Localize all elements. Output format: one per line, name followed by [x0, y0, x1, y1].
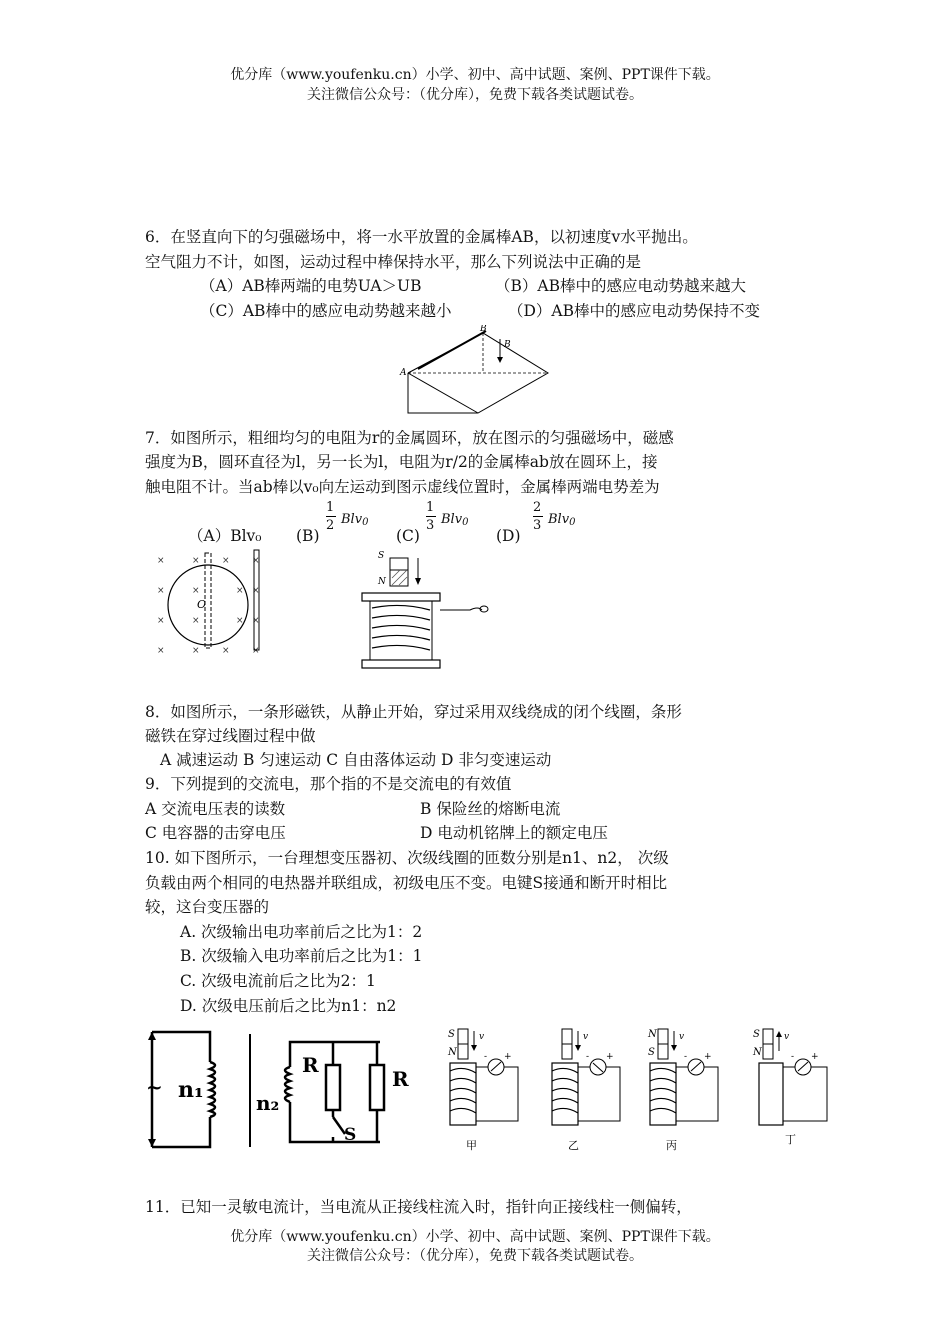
- svg-text:×: ×: [192, 616, 200, 626]
- q9-option-d: D 电动机铭牌上的额定电压: [420, 824, 608, 842]
- q7-frac-b: 1 2: [326, 500, 335, 533]
- panel-ding-label: 丁: [785, 1133, 796, 1146]
- q10-option-d: D. 次级电压前后之比为n1：n2: [180, 997, 397, 1015]
- q10-switch-label: S: [344, 1125, 357, 1145]
- q7-stem-line-1: 7．如图所示，粗细均匀的电阻为r的金属圆环，放在图示的匀强磁场中，磁感: [145, 429, 674, 447]
- panel-ding-top: S: [753, 1029, 760, 1040]
- panel-ding: [745, 1025, 840, 1155]
- svg-text:×: ×: [222, 646, 230, 656]
- q10-r1-label: R: [302, 1053, 319, 1077]
- header-line-2: 关注微信公众号：（优分库），免费下载各类试题试卷。: [307, 87, 643, 103]
- q8-coil-figure: [350, 548, 495, 673]
- panel-jia-top: S: [448, 1029, 455, 1040]
- svg-text:×: ×: [252, 586, 260, 596]
- svg-text:×: ×: [157, 616, 165, 626]
- panel-bing-arrow: v: [679, 1032, 685, 1042]
- panel-ding-bottom: N: [753, 1047, 762, 1058]
- panel-bing-plus: +: [704, 1052, 712, 1062]
- q6-option-b: （B）AB棒中的感应电动势越来越大: [495, 277, 746, 295]
- footer-line-2: 关注微信公众号：（优分库），免费下载各类试题试卷。: [307, 1248, 643, 1264]
- panel-bing-label: 丙: [666, 1139, 677, 1152]
- panel-jia-label: 甲: [466, 1139, 477, 1152]
- q7-option-d: (D): [496, 527, 521, 545]
- q6-label-a: A: [400, 368, 407, 378]
- svg-text:×: ×: [192, 586, 200, 596]
- q6-stem-line-1: 6．在竖直向下的匀强磁场中，将一水平放置的金属棒AB，以初速度v水平抛出。: [145, 228, 698, 246]
- q10-stem-line-1: 10. 如下图所示，一台理想变压器初、次级线圈的匝数分别是n1、n2， 次级: [145, 849, 669, 867]
- q11-stem-line-1: 11．已知一灵敏电流计，当电流从正接线柱流入时，指针向正接线柱一侧偏转，: [145, 1198, 692, 1216]
- panel-jia-arrow: v: [479, 1032, 485, 1042]
- svg-text:×: ×: [252, 646, 260, 656]
- svg-text:×: ×: [236, 616, 244, 626]
- svg-text:×: ×: [157, 556, 165, 566]
- footer-line-1: 优分库（www.youfenku.cn）小学、初中、高中试题、案例、PPT课件下载。: [230, 1229, 720, 1245]
- q10-r2-label: R: [392, 1067, 409, 1091]
- svg-text:×: ×: [222, 556, 230, 566]
- q7-option-c: (C): [396, 527, 420, 545]
- q10-option-c: C. 次级电流前后之比为2：1: [180, 972, 376, 990]
- q10-transformer-figure: [140, 1022, 420, 1152]
- q8-magnet-s: S: [378, 551, 385, 561]
- q9-option-a: A 交流电压表的读数: [145, 800, 286, 818]
- q7-frac-c: 1 3: [426, 500, 435, 533]
- panel-ding-plus: +: [811, 1052, 819, 1062]
- q9-option-b: B 保险丝的熔断电流: [420, 800, 561, 818]
- q10-n1-label: n₁: [178, 1077, 204, 1103]
- q7-ring-figure: [150, 548, 275, 660]
- panel-bing: [640, 1025, 730, 1155]
- header-line-1: 优分库（www.youfenku.cn）小学、初中、高中试题、案例、PPT课件下载。: [230, 67, 720, 83]
- panel-yi: [540, 1025, 630, 1155]
- q6-figure: [398, 325, 553, 417]
- q7-option-a: （A）Blv₀: [188, 527, 262, 545]
- svg-text:×: ×: [192, 646, 200, 656]
- q8-options: A 减速运动 B 匀速运动 C 自由落体运动 D 非匀变速运动: [160, 751, 552, 769]
- q7-expr-c: Blv$_0$: [441, 512, 469, 528]
- q7-expr-d: Blv$_0$: [548, 512, 576, 528]
- panel-jia-plus: +: [504, 1052, 512, 1062]
- svg-text:×: ×: [252, 616, 260, 626]
- panel-bing-top: N: [648, 1029, 657, 1040]
- svg-text:×: ×: [192, 556, 200, 566]
- panel-yi-minus: -: [586, 1052, 590, 1062]
- q7-expr-b: Blv$_0$: [341, 512, 369, 528]
- panel-jia: [440, 1025, 530, 1155]
- q6-option-a: （A）AB棒两端的电势UA＞UB: [200, 277, 422, 295]
- svg-text:×: ×: [157, 646, 165, 656]
- panel-yi-plus: +: [606, 1052, 614, 1062]
- q6-option-d: （D）AB棒中的感应电动势保持不变: [508, 302, 761, 320]
- q9-stem: 9．下列提到的交流电，那个指的不是交流电的有效值: [145, 775, 512, 793]
- q10-ac-symbol: ~: [146, 1075, 163, 1099]
- panel-jia-minus: -: [484, 1052, 488, 1062]
- panel-jia-bottom: N: [448, 1047, 457, 1058]
- svg-text:×: ×: [236, 586, 244, 596]
- q8-stem-line-1: 8．如图所示，一条形磁铁，从静止开始，穿过采用双线绕成的闭个线圈，条形: [145, 703, 682, 721]
- panel-ding-minus: -: [791, 1052, 795, 1062]
- q6-field-label: B: [504, 340, 511, 350]
- q6-option-c: （C）AB棒中的感应电动势越来越小: [200, 302, 452, 320]
- q10-n2-label: n₂: [256, 1091, 280, 1115]
- panel-yi-arrow: v: [583, 1032, 589, 1042]
- panel-yi-label: 乙: [568, 1139, 579, 1152]
- q7-stem-line-2: 强度为B，圆环直径为l，另一长为l，电阻为r/2的金属棒ab放在圆环上，接: [145, 453, 658, 471]
- panel-bing-bottom: S: [648, 1047, 655, 1058]
- q10-stem-line-3: 较，这台变压器的: [145, 898, 270, 916]
- q9-option-c: C 电容器的击穿电压: [145, 824, 286, 842]
- q7-option-b: (B): [296, 527, 320, 545]
- q6-label-b: B: [480, 325, 487, 334]
- q10-stem-line-2: 负载由两个相同的电热器并联组成，初级电压不变。电键S接通和断开时相比: [145, 874, 668, 892]
- q8-magnet-n: N: [378, 577, 386, 587]
- panel-ding-arrow: v: [784, 1032, 790, 1042]
- q7-stem-line-3: 触电阻不计。当ab棒以v₀向左运动到图示虚线位置时，金属棒两端电势差为: [145, 478, 660, 496]
- q6-stem-line-2: 空气阻力不计，如图，运动过程中棒保持水平，那么下列说法中正确的是: [145, 253, 642, 271]
- panel-bing-minus: -: [684, 1052, 688, 1062]
- svg-text:×: ×: [252, 556, 260, 566]
- q10-option-a: A. 次级输出电功率前后之比为1：2: [180, 923, 423, 941]
- q8-stem-line-2: 磁铁在穿过线圈过程中做: [145, 727, 316, 745]
- q7-center-label: O: [197, 598, 207, 611]
- q10-option-b: B. 次级输入电功率前后之比为1：1: [180, 947, 423, 965]
- q7-frac-d: 2 3: [533, 500, 542, 533]
- svg-text:×: ×: [157, 586, 165, 596]
